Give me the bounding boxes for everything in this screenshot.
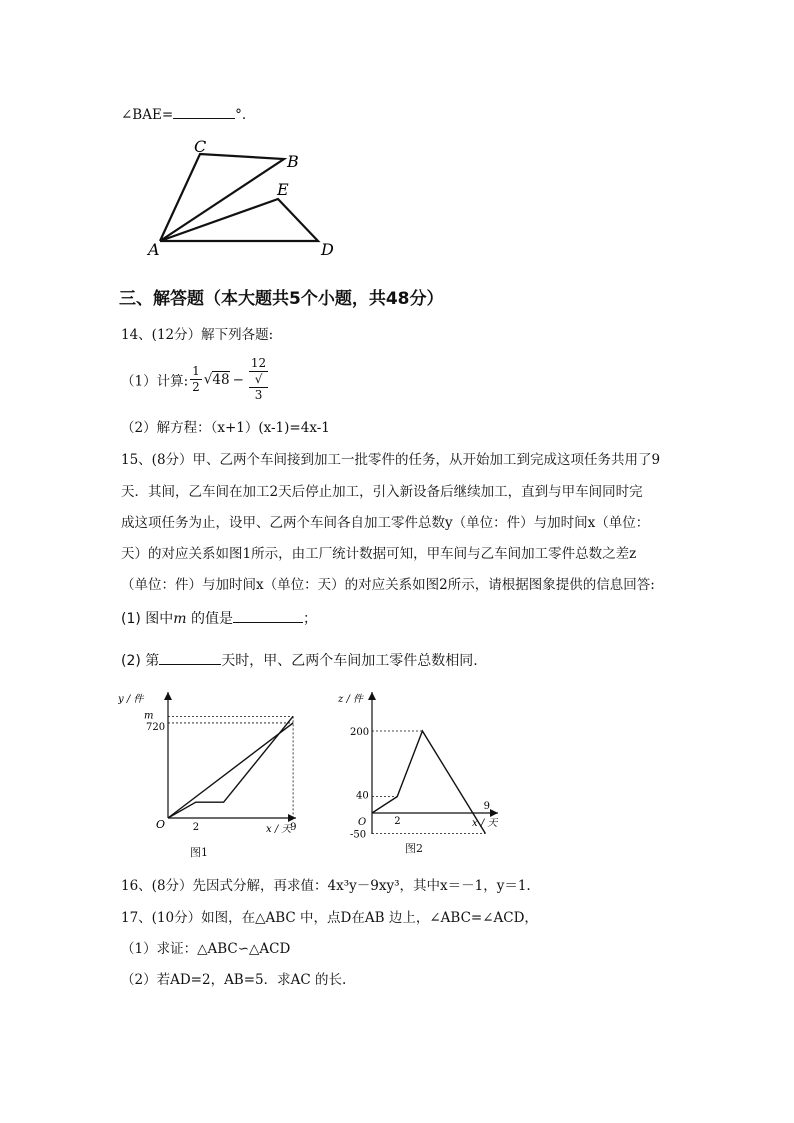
frac-12-num: 12 [250, 356, 267, 370]
q14-part2: （2）解方程：（x+1）(x-1)=4x-1 [121, 420, 330, 436]
q13-answer-line [121, 104, 246, 123]
q15-line-4: 天）的对应关系如图1所示，由工厂统计数据可知，甲车间与乙车间加工零件总数之差z [121, 546, 637, 562]
fig1-caption: 图1 [190, 846, 208, 859]
q15-sub1 [121, 608, 317, 628]
fig1-xtick-2: 2 [192, 822, 200, 833]
q17-part1: （1）求证：△ABC∽△ACD [121, 941, 291, 957]
label-c: C [194, 137, 207, 156]
q16-text: 16、(8分）先因式分解，再求值：4x³y－9xy³，其中x＝－1，y＝1. [121, 878, 531, 894]
figure-1-chart [118, 686, 298, 858]
q15-sub2-prefix: (2) 第 [121, 653, 160, 669]
label-e: E [277, 180, 289, 199]
fig1-series-yi [168, 716, 293, 818]
q15-sub1-blank[interactable] [233, 608, 303, 623]
minus-sign: − [232, 371, 244, 388]
fig1-origin: O [156, 818, 166, 831]
sqrt-48-radicand: 48 [212, 371, 230, 388]
q13-prefix: ∠BAE= [121, 107, 174, 123]
label-b: B [287, 152, 299, 171]
fig2-origin: O [358, 817, 367, 828]
fig2-xtick-2: 2 [394, 816, 401, 827]
q15-sub1-prefix: (1) 图中 [121, 611, 174, 627]
q15-line-2: 天．其间，乙车间在加工2天后停止加工，引入新设备后继续加工，直到与甲车间同时完 [121, 484, 643, 500]
q17-part2: （2）若AD=2，AB=5．求AC 的长. [121, 972, 347, 988]
sqrt-48: √48 [203, 371, 230, 388]
q15-sub1-mid: 的值是 [186, 611, 234, 627]
fig1-ylabel: y / 件 [118, 694, 144, 705]
fig2-ytick-40: 40 [356, 790, 369, 802]
q13-blank[interactable] [173, 104, 235, 119]
fig1-y-arrow [164, 692, 172, 700]
q15-sub2-suffix: 天时，甲、乙两个车间加工零件总数相同. [221, 653, 478, 669]
fig2-x-arrow [490, 809, 498, 817]
fig1-series-jia [168, 723, 293, 818]
q13-suffix: °. [235, 107, 247, 123]
q15-line-5: （单位：件）与加时间x（单位：天）的对应关系如图2所示，请根据图象提供的信息回答: [121, 577, 655, 593]
q14-head: 14、(12分）解下列各题: [121, 327, 274, 343]
triangle-abc [160, 154, 284, 241]
frac-12-den: √ 3 [249, 372, 268, 403]
fig1-ytick-m: m [144, 710, 154, 722]
section-heading: 三、解答题（本大题共5个小题，共48分） [119, 289, 444, 309]
sqrt-3-radicand: 3 [249, 387, 268, 403]
q14-part1 [121, 356, 270, 403]
fig1-x-arrow [288, 814, 296, 822]
fig2-guides [372, 731, 485, 834]
fig1-xtick-9: 9 [290, 822, 297, 833]
fig2-y-arrow [368, 692, 376, 700]
label-a: A [148, 240, 160, 259]
fig1-xlabel: x / 天 [266, 824, 292, 835]
triangle-aed [160, 199, 318, 241]
frac-12-sqrt3 [249, 356, 268, 403]
q15-var-m: m [173, 611, 187, 627]
fig2-ytick-neg50: -50 [350, 829, 367, 841]
fig2-xlabel: x / 天 [472, 818, 498, 829]
fig2-ylabel: z / 件 [338, 694, 363, 705]
frac-half-num: 1 [192, 364, 200, 378]
q14-p1-label: （1）计算: [121, 373, 189, 390]
q15-sub1-suffix: ； [303, 611, 318, 627]
q15-line-1: 15、(8分）甲、乙两个车间接到加工一批零件的任务，从开始加工到完成这项任务共用了9 [121, 452, 661, 468]
fig2-caption: 图2 [405, 842, 423, 855]
frac-half-den: 2 [192, 380, 200, 394]
fig2-xtick-9: 9 [483, 801, 491, 812]
fig2-ytick-200: 200 [350, 727, 370, 738]
label-d: D [321, 240, 334, 259]
q15-line-3: 成这项任务为止，设甲、乙两个车间各自加工零件总数y（单位：件）与加时间x（单位： [121, 515, 650, 531]
fig1-ytick-720: 720 [146, 721, 166, 733]
fig1-guides [168, 716, 293, 818]
fig2-series-z [372, 731, 485, 834]
q15-sub2 [121, 650, 478, 670]
q17-head: 17、(10分）如图，在△ABC 中，点D在AB 边上，∠ABC=∠ACD， [121, 910, 538, 926]
triangle-figure [140, 134, 340, 262]
q15-sub2-blank[interactable] [159, 650, 221, 665]
figure-2-chart [338, 686, 503, 858]
frac-half [190, 364, 202, 395]
